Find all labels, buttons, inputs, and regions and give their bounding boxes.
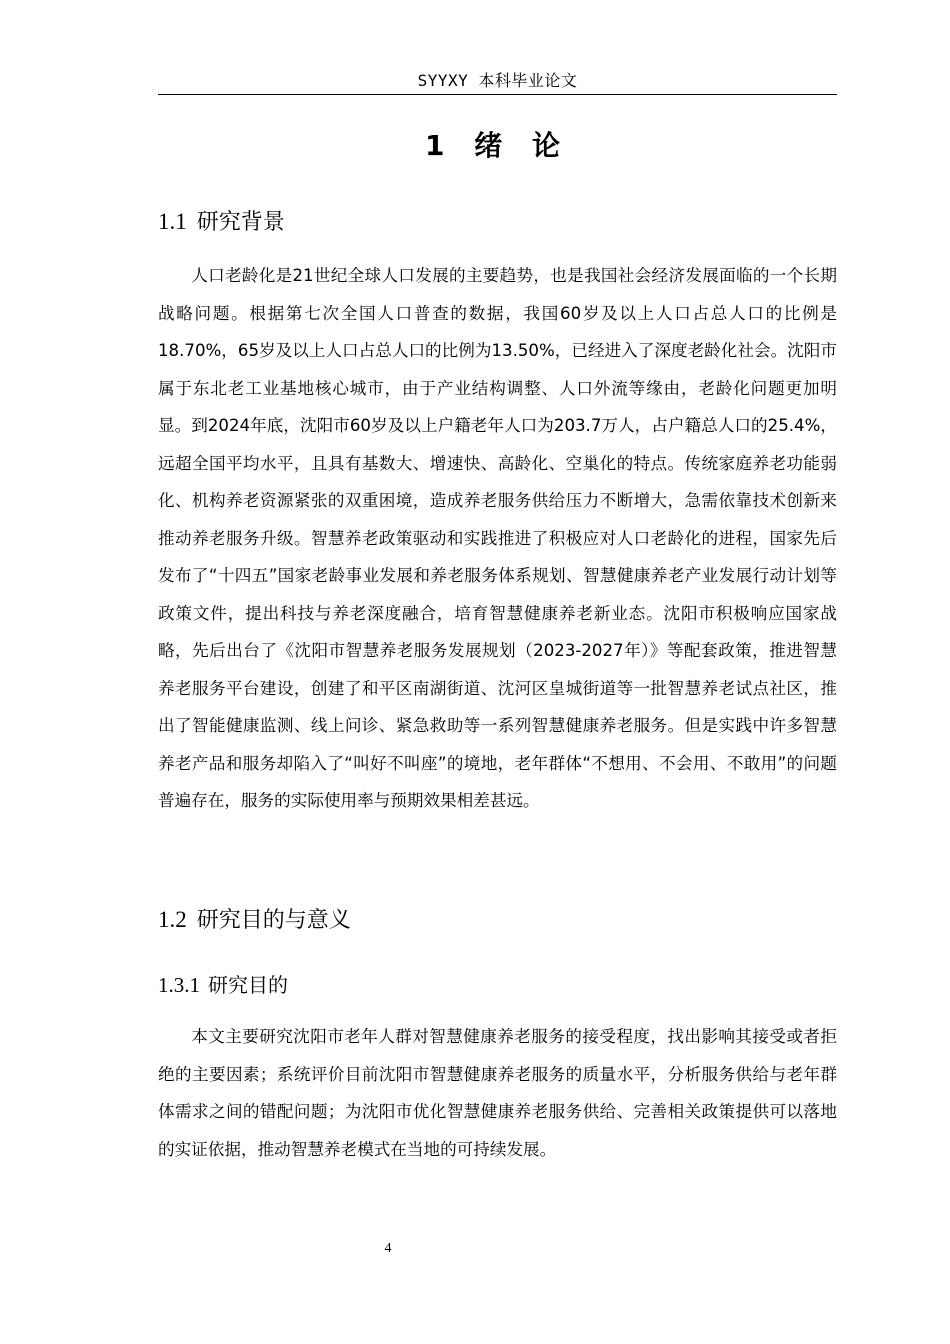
chapter-title: 1 绪 论 [425,129,570,162]
header-rule [158,94,837,95]
subsection-heading-1-3-1 [158,970,288,1000]
page-number: 4 [384,1241,392,1256]
section-title: 研究背景 [196,210,285,235]
paragraph-research-purpose: 本文主要研究沈阳市老年人群对智慧健康养老服务的接受程度，找出影响其接受或者拒绝的主要因素；系统评价目前沈阳市智慧健康养老服务的质量水平，分析服务供给与老年群体需求之间的错配问题；为沈阳市优化智慧健康养老服务供给、完善相关政策提供可以落地的实证依据，推动智慧养老模式在当地的可持续发展。 [158,1027,837,1159]
section-heading-1-1 [158,206,285,239]
section-number: 1.2 [158,907,187,932]
running-header: SYYXY 本科毕业论文 [417,71,578,90]
section-title: 研究目的与意义 [196,908,351,933]
section-number: 1.1 [158,209,187,234]
section-heading-1-2 [158,904,351,937]
subsection-title: 研究目的 [208,973,288,997]
subsection-number: 1.3.1 [158,973,200,997]
paragraph-research-background: 人口老龄化是21世纪全球人口发展的主要趋势，也是我国社会经济发展面临的一个长期战略问题。根据第七次全国人口普查的数据，我国60岁及以上人口占总人口的比例是18.70%，65岁及以上人口占总人口的比例为13.50%，已经进入了深度老龄化社会。沈阳市属于东北老工业基地核心城市，由于产业结构调整、人口外流等缘由，老龄化问题更加明显。到2024年底，沈阳市60岁及以上户籍老年人口为203.7万人，占户籍总人口的25.4%，远超全国平均水平，且具有基数大、增速快、高龄化、空巢化的特点。传统家庭养老功能弱化、机构养老资源紧张的双重困境，造成养老服务供给压力不断增大，急需依靠技术创新来推动养老服务升级。智慧养老政策驱动和实践推进了积极应对人口老龄化的进程，国家先后发布了“十四五”国家老龄事业发展和养老服务体系规划、智慧健康养老产业发展行动计划等政策文件，提出科技与养老深度融合，培育智慧健康养老新业态。沈阳市积极响应国家战略，先后出台了《沈阳市智慧养老服务发展规划（2023-2027年）》等配套政策，推进智慧养老服务平台建设，创建了和平区南湖街道、沈河区皇城街道等一批智慧养老试点社区，推出了智能健康监测、线上问诊、紧急救助等一系列智慧健康养老服务。但是实践中许多智慧养老产品和服务却陷入了“叫好不叫座”的境地，老年群体“不想用、不会用、不敢用”的问题普遍存在，服务的实际使用率与预期效果相差甚远。 [158,266,837,810]
